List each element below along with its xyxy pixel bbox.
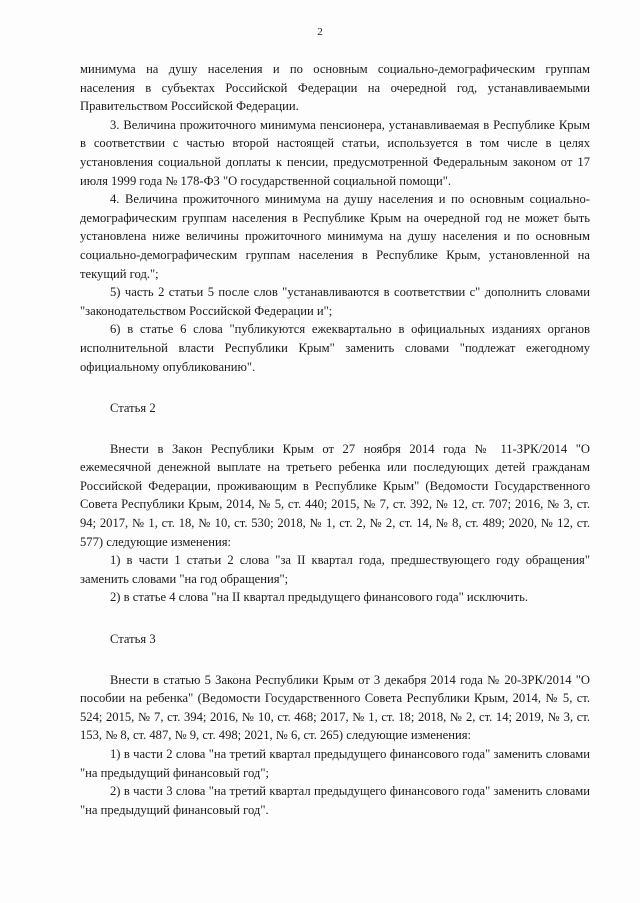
paragraph-item-4: 4. Величина прожиточного минимума на душу населения и по основным социально-демографическим группам населения в Республике Крым на очередной год не может быть установлена ниже величины прожиточного минимума на душу населения и по основным социально-демографическим группам населения в Республике Крым, установленной на текущий год."; — [80, 192, 590, 281]
article-2-intro: Внести в Закон Республики Крым от 27 ноября 2014 года № 11-ЗРК/2014 "О ежемесячной денежной выплате на третьего ребенка или последующих детей гражданам Российской Федерации, проживающим в Республике Крым" (Ведомости Государственного Совета Республики Крым, 2014, № 5, ст. 440; 2015, № 7, ст. 392, № 12, ст. 707; 2016, № 3, ст. 94; 2017, № 1, ст. 18, № 10, ст. 530; 2018, № 1, ст. 2, № 2, ст. 14, № 8, ст. 489; 2020, № 12, ст. 577) следующие изменения: — [80, 441, 590, 549]
paragraph-item-6: 6) в статье 6 слова "публикуются ежеквартально в официальных изданиях органов исполнительной власти Республики Крым" заменить словами "подлежат ежегодному официальному опубликованию". — [80, 322, 590, 374]
article-2-item-1: 1) в части 1 статьи 2 слова "за II квартал года, предшествующего году обращения" заменить словами "на год обращения"; — [80, 553, 590, 586]
article-3-item-1: 1) в части 2 слова "на третий квартал предыдущего финансового года" заменить словами "на предыдущий финансовый год"; — [80, 747, 590, 780]
article-2-heading: Статья 2 — [110, 401, 156, 416]
article-3-item-2: 2) в части 3 слова "на третий квартал предыдущего финансового года" заменить словами "на предыдущий финансовый год". — [80, 784, 590, 817]
paragraph-continuation: минимума на душу населения и по основным социально-демографическим группам населения в субъектах Российской Федерации на очередной год, устанавливаемыми Правительством Российской Федерации. — [80, 62, 590, 114]
article-2-item-2: 2) в статье 4 слова "на II квартал предыдущего финансового года" исключить. — [110, 590, 529, 605]
article-3-intro: Внести в статью 5 Закона Республики Крым от 3 декабря 2014 года № 20-ЗРК/2014 "О пособии на ребенка" (Ведомости Государственного Совета Республики Крым, 2014, № 5, ст. 524; 2015, № 7, ст. 394; 2016, № 10, ст. 468; 2017, № 1, ст. 18; 2018, № 2, ст. 14; 2019, № 3, ст. 153, № 8, ст. 487, № 9, ст. 498; 2021, № 6, ст. 265) следующие изменения: — [80, 672, 590, 743]
paragraph-item-3: 3. Величина прожиточного минимума пенсионера, устанавливаемая в Республике Крым в соответствии с частью второй настоящей статьи, используется в том числе в целях установления социальной доплаты к пенсии, предусмотренной Федеральным законом от 17 июля 1999 года № 178-ФЗ "О государственной социальной помощи". — [80, 117, 590, 188]
paragraph-item-5: 5) часть 2 статьи 5 после слов "устанавливаются в соответствии с" дополнить словами "законодательством Российской Федерации и"; — [80, 285, 590, 318]
document-body — [80, 60, 590, 819]
page-number: 2 — [317, 26, 323, 38]
article-3-heading: Статья 3 — [110, 632, 156, 647]
